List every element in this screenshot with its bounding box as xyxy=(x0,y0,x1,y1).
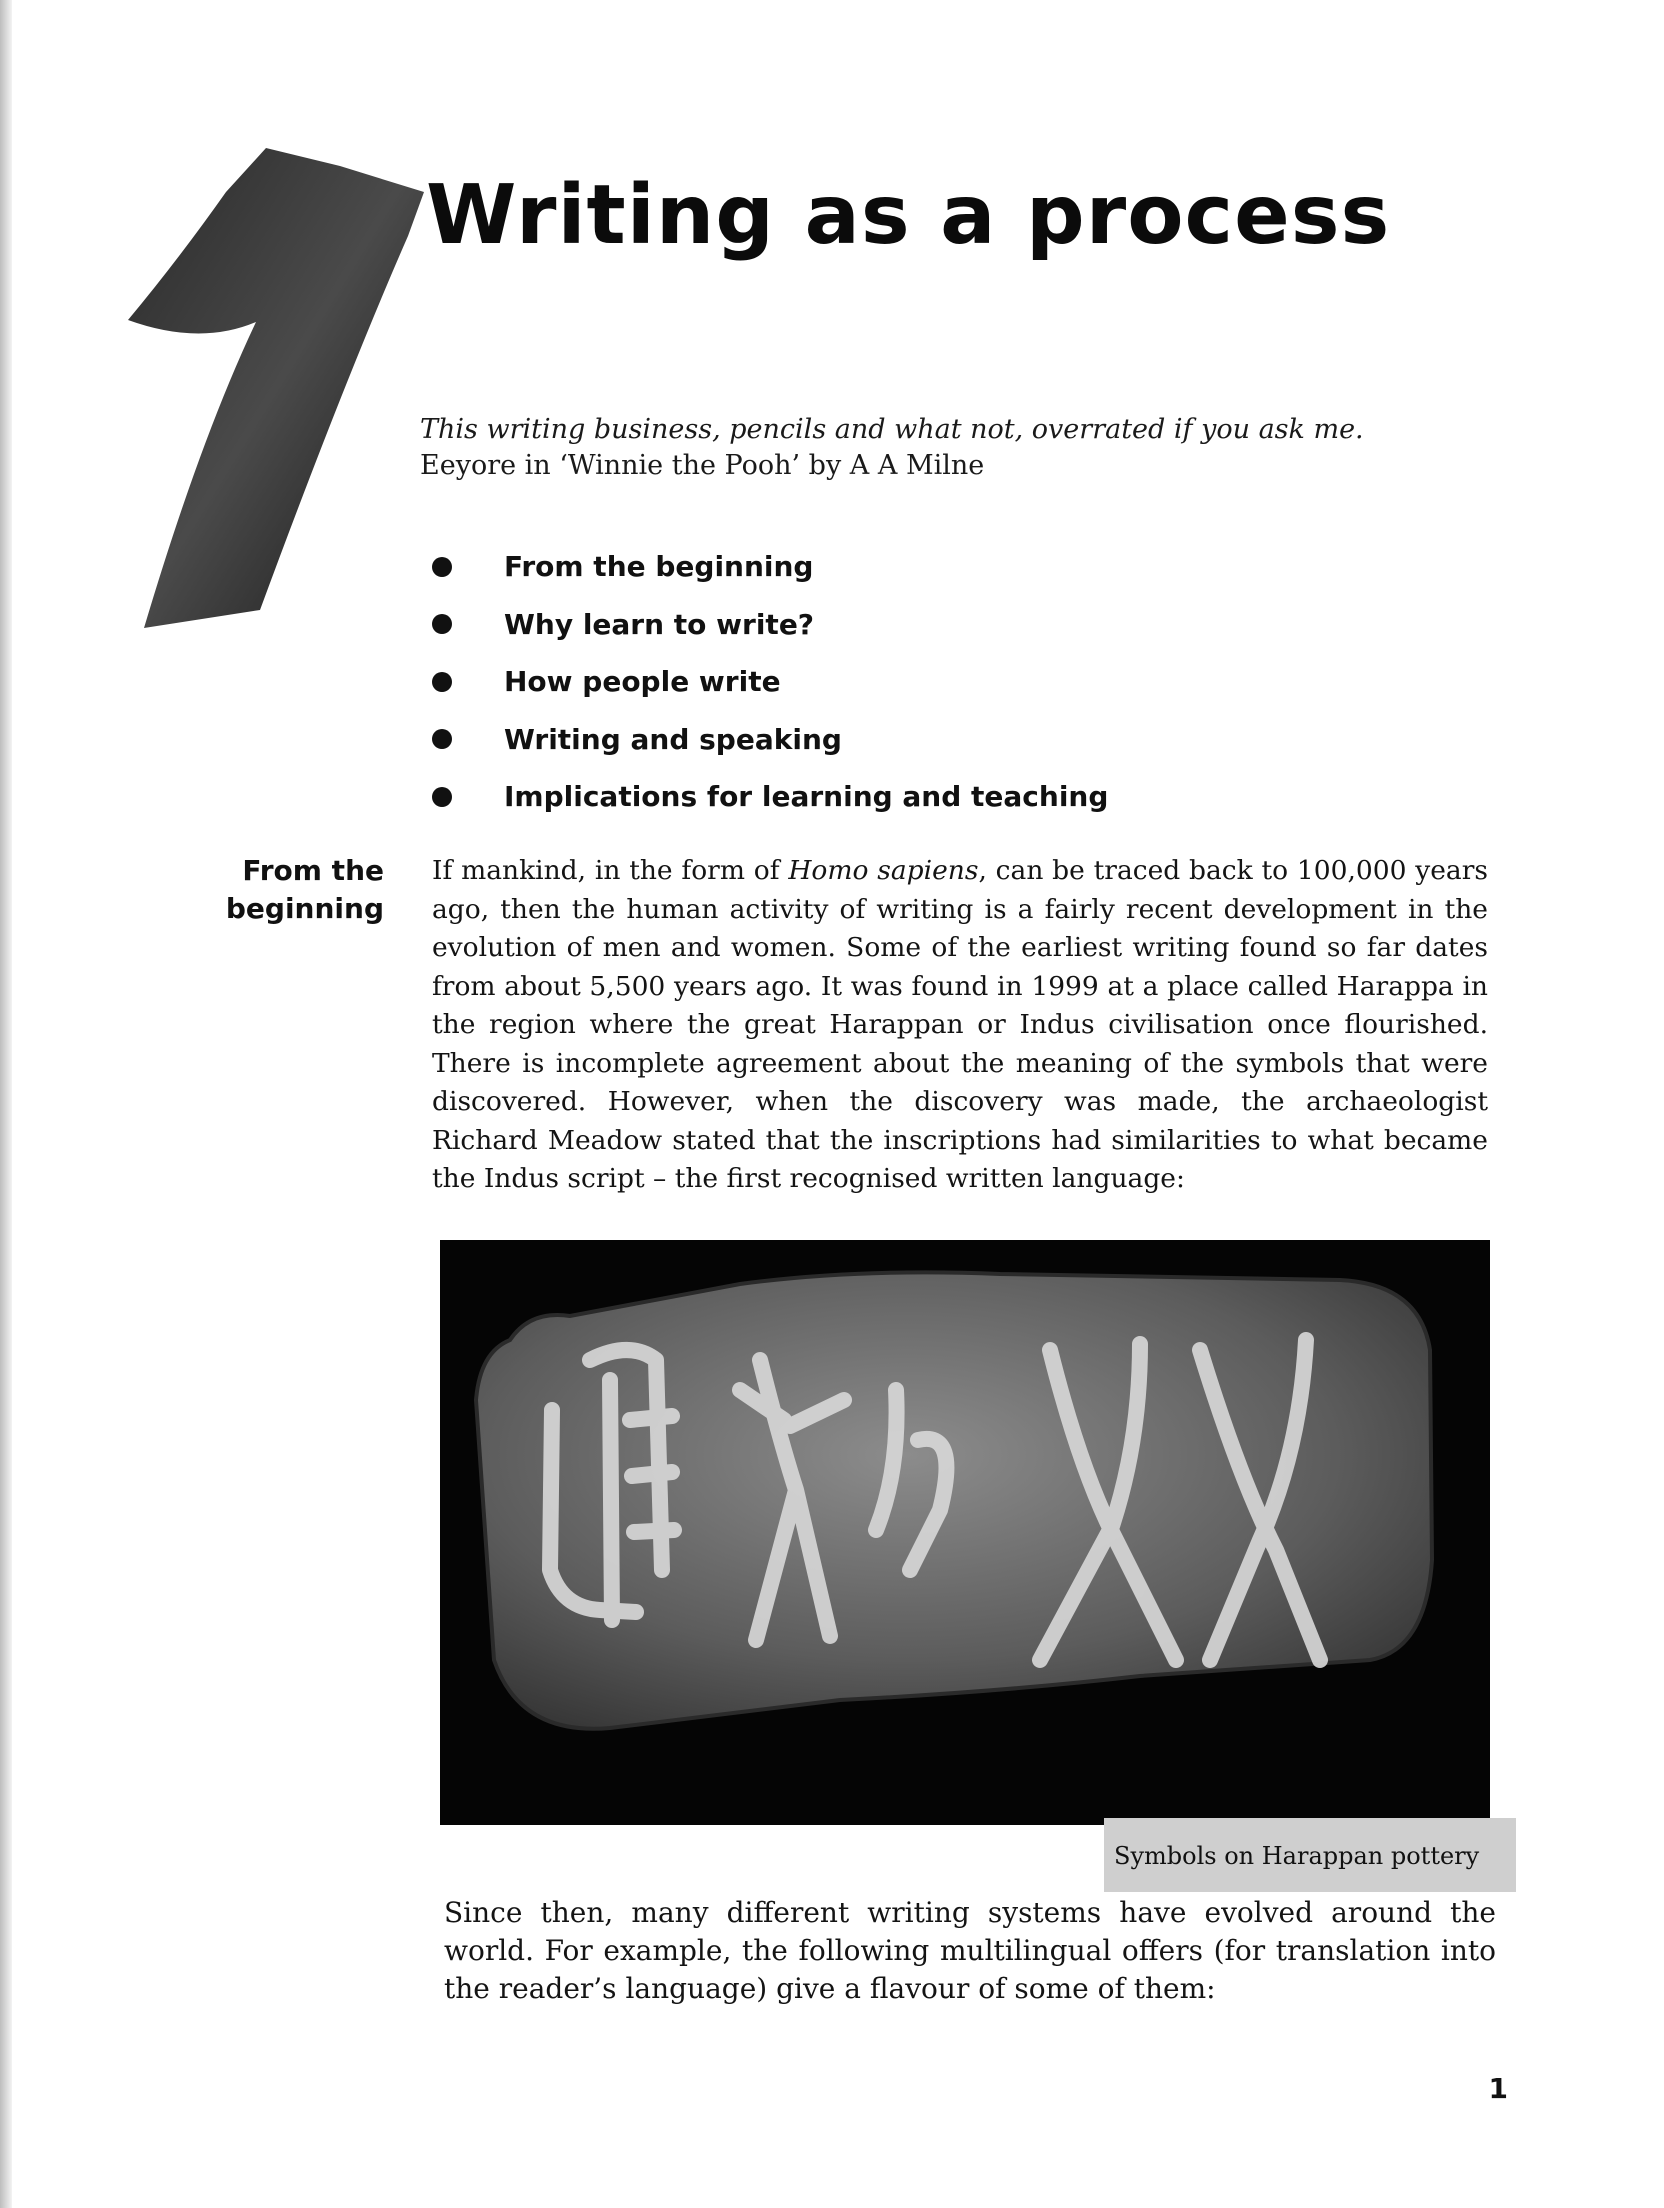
harappan-pottery-photo xyxy=(440,1240,1490,1825)
body-paragraph-1 xyxy=(432,852,1488,1199)
bullet-icon xyxy=(432,614,452,634)
para1-rest: , can be traced back to 100,000 years ago, then the human activity of writing is a fairly recent development in the evolution of men and women. Some of the earliest writing found so far dates from about 5,500 years ago. It was found in 1999 at a place called Harappa in the region where the great Harappan or Indus civilisation once flourished. There is incomplete agreement about the meaning of the symbols that were discovered. However, when the discovery was made, the archaeologist Richard Meadow stated that the inscriptions had similarities to what became the Indus script – the first recognised written language: xyxy=(432,855,1488,1194)
topic-item xyxy=(420,653,1108,711)
chapter-topics-list xyxy=(420,538,1108,826)
topic-item xyxy=(420,711,1108,769)
topic-label: From the beginning xyxy=(504,550,814,584)
epigraph xyxy=(420,412,1520,484)
section-heading-line1: From the xyxy=(242,854,384,887)
topic-label: Implications for learning and teaching xyxy=(504,780,1109,814)
chapter-number-graphic xyxy=(108,140,448,640)
page-number: 1 xyxy=(1488,2072,1508,2105)
bullet-icon xyxy=(432,787,452,807)
para1-emphasis: Homo sapiens xyxy=(788,855,979,886)
page-spine-shadow xyxy=(0,0,12,2208)
pottery-shard xyxy=(476,1272,1432,1728)
topic-item xyxy=(420,538,1108,596)
chapter-title: Writing as a process xyxy=(426,168,1391,263)
bullet-icon xyxy=(432,672,452,692)
section-heading-line2: beginning xyxy=(225,892,384,925)
topic-item xyxy=(420,768,1108,826)
para1-start: If mankind, in the form of xyxy=(432,855,789,886)
bullet-icon xyxy=(432,557,452,577)
topic-label: How people write xyxy=(504,665,781,699)
topic-label: Why learn to write? xyxy=(504,607,815,641)
figure-caption: Symbols on Harappan pottery xyxy=(1104,1818,1516,1892)
topic-label: Writing and speaking xyxy=(504,722,842,756)
glyph-frame xyxy=(610,1380,612,1620)
bullet-icon xyxy=(432,729,452,749)
body-paragraph-2: Since then, many different writing systems have evolved around the world. For example, the following multilingual offers (for translation into the reader’s language) give a flavour of some of them: xyxy=(444,1896,1496,2005)
topic-item xyxy=(420,596,1108,654)
epigraph-attribution: Eeyore in ‘Winnie the Pooh’ by A A Milne xyxy=(420,450,985,481)
section-heading xyxy=(150,852,384,928)
epigraph-quote: This writing business, pencils and what not, overrated if you ask me. xyxy=(420,414,1364,445)
